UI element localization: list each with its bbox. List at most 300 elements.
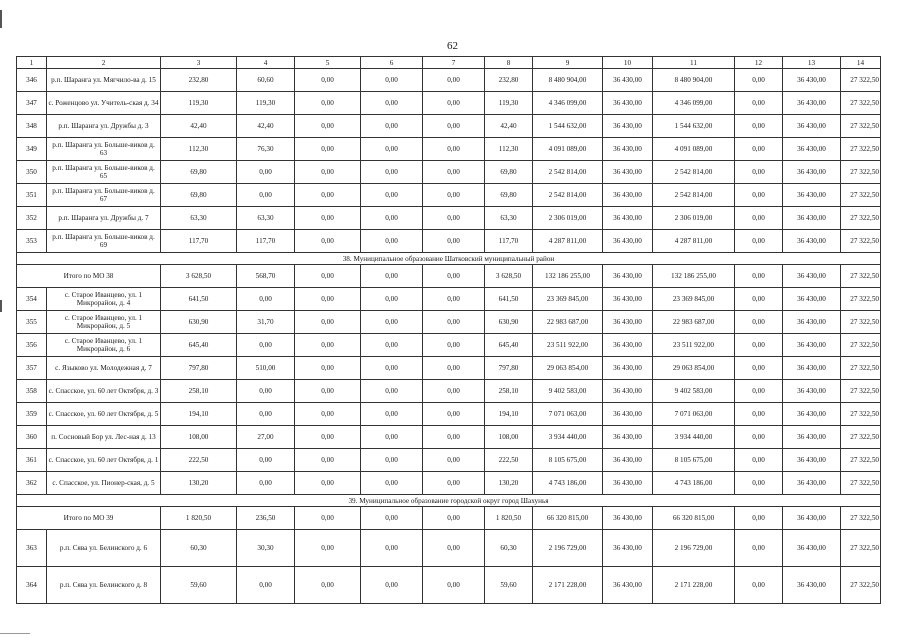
total-row	[17, 265, 881, 288]
table-cell: 0,00	[735, 472, 783, 495]
table-cell: 0,00	[295, 357, 361, 380]
table-cell: 0,00	[361, 530, 423, 567]
table-row	[17, 357, 881, 380]
column-header: 1	[17, 57, 47, 69]
table-cell: 0,00	[423, 403, 485, 426]
table-row	[17, 288, 881, 311]
address-cell: р.п. Шаранга ул. Больше-виков д. 63	[47, 138, 161, 161]
address-cell: р.п. Шаранга ул. Мягчило-ва д. 15	[47, 69, 161, 92]
table-cell: 0,00	[423, 426, 485, 449]
table-cell: 59,60	[161, 567, 237, 604]
table-cell: 0,00	[735, 138, 783, 161]
table-cell: 0,00	[735, 115, 783, 138]
table-cell: 0,00	[295, 380, 361, 403]
register-table	[16, 56, 881, 604]
table-cell: 0,00	[735, 161, 783, 184]
table-cell: 36 430,00	[603, 449, 653, 472]
table-row	[17, 92, 881, 115]
table-row	[17, 184, 881, 207]
table-cell: 36 430,00	[783, 403, 841, 426]
address-cell: р.п. Шаранга ул. Больше-виков д. 69	[47, 230, 161, 253]
total-cell: 0,00	[423, 507, 485, 530]
table-cell: 36 430,00	[783, 530, 841, 567]
table-cell: 42,40	[237, 115, 295, 138]
row-number-cell: 356	[17, 334, 47, 357]
total-cell: 1 820,50	[161, 507, 237, 530]
section-heading-row	[17, 495, 881, 507]
table-cell: 0,00	[361, 334, 423, 357]
table-cell: 36 430,00	[603, 334, 653, 357]
table-cell: 36 430,00	[603, 311, 653, 334]
total-cell: 0,00	[735, 265, 783, 288]
table-cell: 60,60	[237, 69, 295, 92]
left-edge-mark	[0, 300, 2, 312]
row-number-cell: 354	[17, 288, 47, 311]
table-cell: 27 322,50	[841, 184, 881, 207]
column-header: 7	[423, 57, 485, 69]
table-cell: 8 480 904,00	[533, 69, 603, 92]
table-cell: 36 430,00	[603, 472, 653, 495]
total-cell: 0,00	[423, 265, 485, 288]
table-cell: 0,00	[361, 357, 423, 380]
table-cell: 60,30	[485, 530, 533, 567]
table-cell: 119,30	[161, 92, 237, 115]
column-header: 2	[47, 57, 161, 69]
table-cell: 36 430,00	[603, 138, 653, 161]
table-cell: 0,00	[295, 567, 361, 604]
address-cell: с. Роженцово ул. Учитель-ская д. 34	[47, 92, 161, 115]
table-cell: 27 322,50	[841, 161, 881, 184]
table-cell: 0,00	[361, 207, 423, 230]
total-label: Итого по МО 39	[17, 507, 161, 530]
row-number-cell: 349	[17, 138, 47, 161]
table-cell: 0,00	[237, 334, 295, 357]
column-header: 5	[295, 57, 361, 69]
table-cell: 2 542 814,00	[653, 161, 735, 184]
address-cell: с. Спасское, ул. 60 лет Октября, д. 5	[47, 403, 161, 426]
table-cell: 36 430,00	[783, 288, 841, 311]
table-cell: 36 430,00	[783, 426, 841, 449]
table-cell: 36 430,00	[603, 426, 653, 449]
table-cell: 0,00	[361, 184, 423, 207]
table-cell: 36 430,00	[603, 184, 653, 207]
table-row	[17, 138, 881, 161]
total-cell: 132 186 255,00	[653, 265, 735, 288]
table-cell: 0,00	[423, 115, 485, 138]
section-heading: 38. Муниципальное образование Шатковский муниципальный район	[17, 253, 881, 265]
table-cell: 27 322,50	[841, 115, 881, 138]
section-heading: 39. Муниципальное образование городской округ город Шахунья	[17, 495, 881, 507]
table-cell: 22 983 687,00	[653, 311, 735, 334]
table-cell: 76,30	[237, 138, 295, 161]
table-cell: 117,70	[485, 230, 533, 253]
table-cell: 36 430,00	[603, 567, 653, 604]
table-cell: 641,50	[485, 288, 533, 311]
table-cell: 232,80	[161, 69, 237, 92]
table-cell: 0,00	[361, 115, 423, 138]
table-cell: 0,00	[295, 449, 361, 472]
total-cell: 568,70	[237, 265, 295, 288]
table-cell: 23 511 922,00	[533, 334, 603, 357]
table-cell: 42,40	[161, 115, 237, 138]
table-cell: 36 430,00	[783, 161, 841, 184]
table-cell: 0,00	[423, 207, 485, 230]
table-cell: 7 071 063,00	[533, 403, 603, 426]
table-cell: 0,00	[423, 138, 485, 161]
table-cell: 36 430,00	[783, 115, 841, 138]
table-cell: 36 430,00	[603, 161, 653, 184]
table-cell: 1 544 632,00	[653, 115, 735, 138]
table-body	[17, 69, 881, 604]
table-cell: 119,30	[237, 92, 295, 115]
table-row	[17, 530, 881, 567]
total-cell: 0,00	[735, 507, 783, 530]
column-header: 10	[603, 57, 653, 69]
table-cell: 0,00	[423, 161, 485, 184]
table-cell: 645,40	[161, 334, 237, 357]
table-cell: 29 063 854,00	[653, 357, 735, 380]
table-cell: 645,40	[485, 334, 533, 357]
table-cell: 59,60	[485, 567, 533, 604]
table-cell: 194,10	[161, 403, 237, 426]
table-cell: 27 322,50	[841, 357, 881, 380]
table-cell: 0,00	[735, 288, 783, 311]
total-cell: 27 322,50	[841, 507, 881, 530]
row-number-cell: 350	[17, 161, 47, 184]
total-cell: 0,00	[361, 265, 423, 288]
row-number-cell: 364	[17, 567, 47, 604]
total-label: Итого по МО 38	[17, 265, 161, 288]
row-number-cell: 355	[17, 311, 47, 334]
table-cell: 0,00	[423, 69, 485, 92]
table-cell: 0,00	[423, 567, 485, 604]
table-cell: 36 430,00	[603, 207, 653, 230]
address-cell: п. Сосновый Бор ул. Лес-ная д. 13	[47, 426, 161, 449]
table-cell: 258,10	[485, 380, 533, 403]
address-cell: р.п. Шаранга ул. Дружбы д. 3	[47, 115, 161, 138]
table-cell: 36 430,00	[603, 92, 653, 115]
table-cell: 108,00	[485, 426, 533, 449]
table-cell: 0,00	[295, 92, 361, 115]
table-cell: 0,00	[295, 288, 361, 311]
table-cell: 510,00	[237, 357, 295, 380]
table-cell: 0,00	[295, 69, 361, 92]
left-edge-mark	[0, 10, 2, 28]
address-cell: р.п. Сява ул. Белинского д. 6	[47, 530, 161, 567]
row-number-cell: 348	[17, 115, 47, 138]
table-cell: 194,10	[485, 403, 533, 426]
address-cell: с. Спасское, ул. Пионер-ская, д. 5	[47, 472, 161, 495]
total-row	[17, 507, 881, 530]
table-cell: 117,70	[161, 230, 237, 253]
page-number: 62	[447, 40, 458, 52]
table-cell: 0,00	[361, 380, 423, 403]
table-cell: 4 091 089,00	[653, 138, 735, 161]
table-cell: 36 430,00	[603, 69, 653, 92]
table-cell: 36 430,00	[783, 334, 841, 357]
column-header: 14	[841, 57, 881, 69]
table-cell: 30,30	[237, 530, 295, 567]
table-cell: 2 542 814,00	[533, 184, 603, 207]
table-cell: 4 287 811,00	[533, 230, 603, 253]
table-row	[17, 115, 881, 138]
row-number-cell: 363	[17, 530, 47, 567]
table-cell: 232,80	[485, 69, 533, 92]
table-cell: 0,00	[295, 472, 361, 495]
table-cell: 0,00	[735, 334, 783, 357]
table-cell: 0,00	[423, 311, 485, 334]
table-row	[17, 426, 881, 449]
table-cell: 641,50	[161, 288, 237, 311]
table-cell: 8 105 675,00	[533, 449, 603, 472]
row-number-cell: 359	[17, 403, 47, 426]
table-cell: 63,30	[485, 207, 533, 230]
table-row	[17, 69, 881, 92]
table-cell: 1 544 632,00	[533, 115, 603, 138]
table-cell: 130,20	[485, 472, 533, 495]
table-cell: 0,00	[735, 311, 783, 334]
column-header: 12	[735, 57, 783, 69]
table-cell: 2 196 729,00	[653, 530, 735, 567]
table-cell: 0,00	[361, 161, 423, 184]
table-cell: 0,00	[423, 530, 485, 567]
row-number-cell: 346	[17, 69, 47, 92]
address-cell: с. Старое Иванцево, ул. 1 Микрорайон, д. 5	[47, 311, 161, 334]
table-cell: 2 306 019,00	[533, 207, 603, 230]
table-cell: 36 430,00	[783, 472, 841, 495]
table-row	[17, 334, 881, 357]
table-cell: 0,00	[735, 357, 783, 380]
table-cell: 0,00	[237, 288, 295, 311]
table-cell: 0,00	[423, 449, 485, 472]
table-cell: 63,30	[237, 207, 295, 230]
table-cell: 0,00	[361, 69, 423, 92]
table-cell: 0,00	[295, 403, 361, 426]
table-cell: 4 346 099,00	[653, 92, 735, 115]
table-cell: 8 480 904,00	[653, 69, 735, 92]
table-cell: 222,50	[161, 449, 237, 472]
footer-mark	[0, 633, 30, 634]
table-cell: 222,50	[485, 449, 533, 472]
table-cell: 63,30	[161, 207, 237, 230]
table-cell: 0,00	[361, 472, 423, 495]
table-cell: 69,80	[161, 161, 237, 184]
table-cell: 36 430,00	[783, 380, 841, 403]
table-cell: 27 322,50	[841, 230, 881, 253]
table-cell: 2 171 228,00	[533, 567, 603, 604]
table-cell: 23 369 845,00	[653, 288, 735, 311]
column-header: 8	[485, 57, 533, 69]
table-cell: 117,70	[237, 230, 295, 253]
table-cell: 0,00	[735, 403, 783, 426]
table-cell: 0,00	[735, 184, 783, 207]
table-cell: 0,00	[423, 92, 485, 115]
table-cell: 0,00	[423, 334, 485, 357]
address-cell: р.п. Шаранга ул. Дружбы д. 7	[47, 207, 161, 230]
total-cell: 3 628,50	[485, 265, 533, 288]
row-number-cell: 357	[17, 357, 47, 380]
total-cell: 1 820,50	[485, 507, 533, 530]
table-cell: 36 430,00	[603, 530, 653, 567]
row-number-cell: 360	[17, 426, 47, 449]
table-row	[17, 230, 881, 253]
column-header: 13	[783, 57, 841, 69]
table-cell: 36 430,00	[783, 207, 841, 230]
row-number-cell: 347	[17, 92, 47, 115]
row-number-cell: 352	[17, 207, 47, 230]
total-cell: 36 430,00	[783, 507, 841, 530]
table-cell: 0,00	[295, 207, 361, 230]
address-cell: с. Спасское, ул. 60 лет Октября, д. 1	[47, 449, 161, 472]
column-header: 3	[161, 57, 237, 69]
table-cell: 0,00	[423, 288, 485, 311]
address-cell: р.п. Шаранга ул. Больше-виков д. 67	[47, 184, 161, 207]
address-cell: с. Спасское, ул. 60 лет Октября, д. 3	[47, 380, 161, 403]
table-cell: 112,30	[161, 138, 237, 161]
total-cell: 236,50	[237, 507, 295, 530]
table-cell: 0,00	[295, 426, 361, 449]
table-cell: 0,00	[423, 184, 485, 207]
table-cell: 0,00	[237, 567, 295, 604]
table-cell: 23 369 845,00	[533, 288, 603, 311]
table-cell: 4 287 811,00	[653, 230, 735, 253]
table-cell: 0,00	[237, 161, 295, 184]
table-cell: 0,00	[361, 567, 423, 604]
column-number-row	[17, 57, 881, 69]
table-cell: 27 322,50	[841, 92, 881, 115]
table-cell: 0,00	[237, 403, 295, 426]
table-cell: 119,30	[485, 92, 533, 115]
table-cell: 4 091 089,00	[533, 138, 603, 161]
table-row	[17, 207, 881, 230]
table-cell: 27 322,50	[841, 69, 881, 92]
table-cell: 0,00	[735, 207, 783, 230]
table-row	[17, 449, 881, 472]
table-cell: 4 346 099,00	[533, 92, 603, 115]
table-cell: 7 071 063,00	[653, 403, 735, 426]
table-cell: 60,30	[161, 530, 237, 567]
table-cell: 27 322,50	[841, 530, 881, 567]
table-cell: 36 430,00	[783, 92, 841, 115]
table-cell: 0,00	[423, 472, 485, 495]
table-cell: 36 430,00	[783, 449, 841, 472]
column-header: 11	[653, 57, 735, 69]
table-cell: 27 322,50	[841, 380, 881, 403]
table-cell: 36 430,00	[783, 357, 841, 380]
table-cell: 9 402 583,00	[533, 380, 603, 403]
address-cell: с. Старое Иванцево, ул. 1 Микрорайон, д. 4	[47, 288, 161, 311]
table-cell: 36 430,00	[783, 69, 841, 92]
table-cell: 0,00	[423, 380, 485, 403]
table-cell: 27 322,50	[841, 311, 881, 334]
table-cell: 8 105 675,00	[653, 449, 735, 472]
table-cell: 0,00	[295, 230, 361, 253]
table-row	[17, 403, 881, 426]
table-cell: 258,10	[161, 380, 237, 403]
table-cell: 36 430,00	[783, 184, 841, 207]
total-cell: 0,00	[295, 265, 361, 288]
address-cell: с. Языково ул. Молодежная д. 7	[47, 357, 161, 380]
table-cell: 27 322,50	[841, 403, 881, 426]
table-row	[17, 472, 881, 495]
table-cell: 0,00	[361, 92, 423, 115]
address-cell: р.п. Шаранга ул. Больше-виков д. 65	[47, 161, 161, 184]
total-cell: 3 628,50	[161, 265, 237, 288]
total-cell: 66 320 815,00	[653, 507, 735, 530]
table-cell: 27 322,50	[841, 472, 881, 495]
table-cell: 4 743 186,00	[653, 472, 735, 495]
table-cell: 0,00	[735, 230, 783, 253]
table-cell: 0,00	[361, 449, 423, 472]
table-cell: 0,00	[735, 380, 783, 403]
table-cell: 0,00	[361, 138, 423, 161]
section-heading-row	[17, 253, 881, 265]
table-cell: 27 322,50	[841, 567, 881, 604]
table-cell: 27,00	[237, 426, 295, 449]
column-header: 4	[237, 57, 295, 69]
table-cell: 0,00	[735, 92, 783, 115]
table-row	[17, 380, 881, 403]
table-cell: 36 430,00	[603, 230, 653, 253]
table-cell: 630,90	[485, 311, 533, 334]
table-cell: 42,40	[485, 115, 533, 138]
table-cell: 0,00	[237, 184, 295, 207]
table-cell: 0,00	[361, 311, 423, 334]
table-cell: 36 430,00	[783, 567, 841, 604]
row-number-cell: 362	[17, 472, 47, 495]
table-cell: 23 511 922,00	[653, 334, 735, 357]
table-cell: 2 542 814,00	[653, 184, 735, 207]
table-cell: 0,00	[735, 426, 783, 449]
table-cell: 27 322,50	[841, 288, 881, 311]
table-cell: 2 542 814,00	[533, 161, 603, 184]
address-cell: р.п. Сява ул. Белинского д. 8	[47, 567, 161, 604]
table-cell: 0,00	[361, 426, 423, 449]
table-cell: 797,80	[485, 357, 533, 380]
table-cell: 0,00	[295, 115, 361, 138]
table-cell: 112,30	[485, 138, 533, 161]
row-number-cell: 353	[17, 230, 47, 253]
total-cell: 0,00	[295, 507, 361, 530]
table-cell: 27 322,50	[841, 138, 881, 161]
table-cell: 0,00	[295, 334, 361, 357]
table-cell: 0,00	[295, 138, 361, 161]
table-cell: 69,80	[485, 161, 533, 184]
table-cell: 27 322,50	[841, 334, 881, 357]
total-cell: 36 430,00	[783, 265, 841, 288]
total-cell: 27 322,50	[841, 265, 881, 288]
table-cell: 29 063 854,00	[533, 357, 603, 380]
table-cell: 0,00	[237, 380, 295, 403]
table-cell: 0,00	[735, 69, 783, 92]
table-cell: 0,00	[295, 161, 361, 184]
table-cell: 69,80	[161, 184, 237, 207]
table-cell: 0,00	[361, 288, 423, 311]
table-cell: 3 934 440,00	[653, 426, 735, 449]
column-header: 9	[533, 57, 603, 69]
table-cell: 630,90	[161, 311, 237, 334]
table-cell: 0,00	[361, 230, 423, 253]
table-cell: 0,00	[735, 530, 783, 567]
table-cell: 9 402 583,00	[653, 380, 735, 403]
table-cell: 0,00	[735, 567, 783, 604]
table-cell: 36 430,00	[603, 357, 653, 380]
table-cell: 36 430,00	[783, 138, 841, 161]
table-cell: 0,00	[237, 472, 295, 495]
table-row	[17, 567, 881, 604]
table-cell: 108,00	[161, 426, 237, 449]
column-header: 6	[361, 57, 423, 69]
